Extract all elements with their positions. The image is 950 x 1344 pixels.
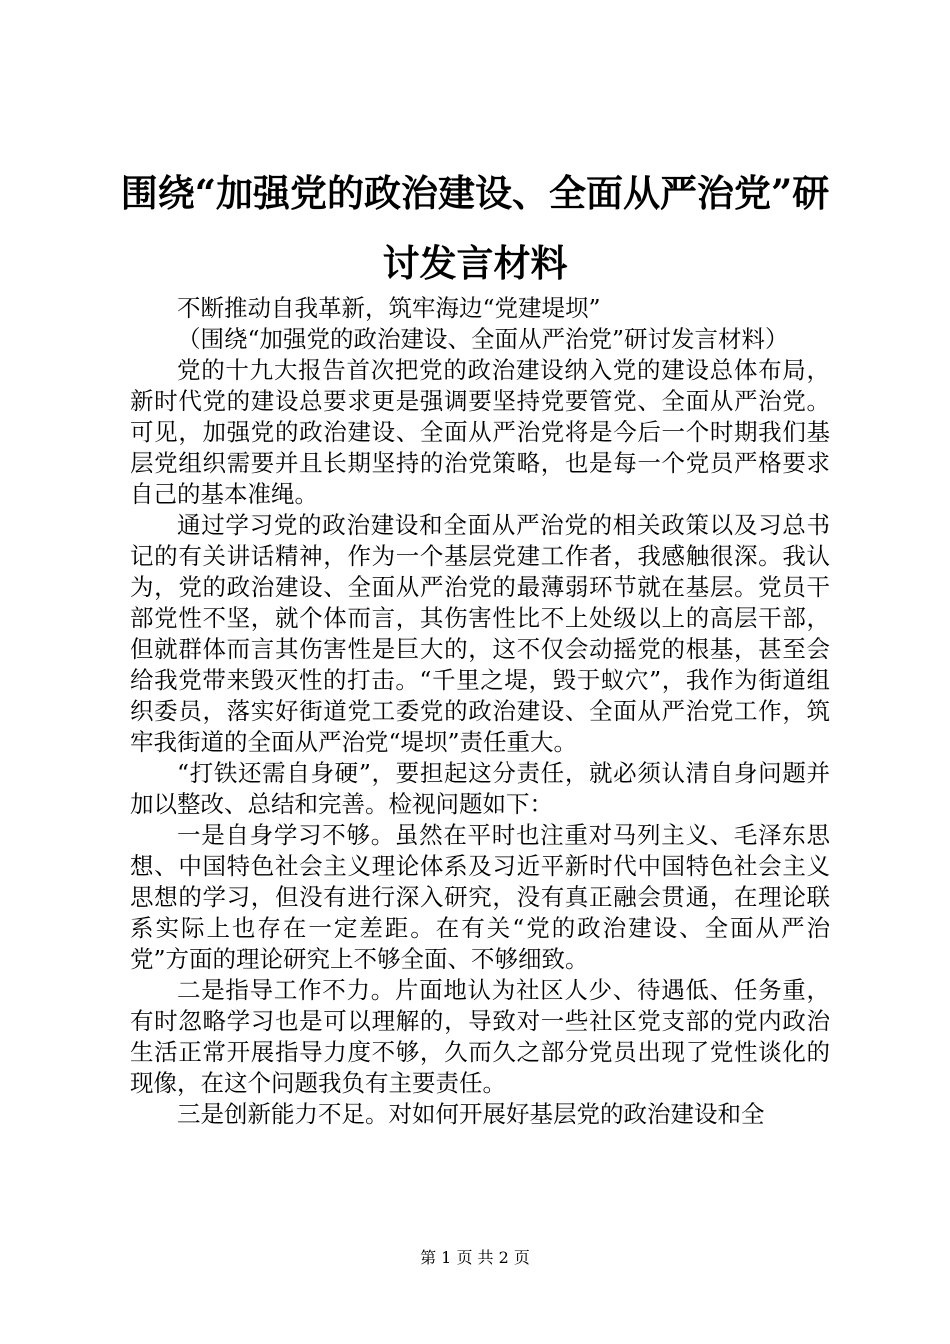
body-paragraph: 三是创新能力不足。对如何开展好基层党的政治建设和全 — [177, 1100, 765, 1128]
document-title — [110, 158, 840, 298]
body-paragraph: 通过学习党的政治建设和全面从严治党的相关政策以及习总书记的有关讲话精神，作为一个基层党建工作者，我感触很深。我认为，党的政治建设、全面从严治党的最薄弱环节就在基层。党员干部党性不坚，就个体而言，其伤害性比不上处级以上的高层干部，但就群体而言其伤害性是巨大的，这不仅会动摇党的根基，甚至会给我党带来毁灭性的打击。“千里之堤，毁于蚁穴”，我作为街道组织委员，落实好街道党工委党的政治建设、全面从严治党工作，筑牢我街道的全面从严治党“堤坝”责任重大。 — [130, 511, 830, 756]
subtitle-note-paragraph: （围绕“加强党的政治建设、全面从严治党”研讨发言材料） — [177, 325, 789, 353]
body-paragraph: 二是指导工作不力。片面地认为社区人少、待遇低、任务重，有时忽略学习也是可以理解的，导致对一些社区党支部的党内政治生活正常开展指导力度不够，久而久之部分党员出现了党性谈化的现像，在这个问题我负有主要责任。 — [130, 976, 830, 1097]
title-line-2: 讨发言材料 — [382, 241, 568, 285]
body-paragraph: 一是自身学习不够。虽然在平时也注重对马列主义、毛泽东思想、中国特色社会主义理论体系及习近平新时代中国特色社会主义思想的学习，但没有进行深入研究，没有真正融会贯通，在理论联系实际上也存在一定差距。在有关“党的政治建设、全面从严治党”方面的理论研究上不够全面、不够细致。 — [130, 821, 830, 973]
title-line-1: 围绕“加强党的政治建设、全面从严治党”研 — [120, 171, 830, 215]
body-paragraph: “打铁还需自身硬”，要担起这分责任，就必须认清自身问题并加以整改、总结和完善。检视问题如下： — [130, 759, 830, 818]
body-paragraph: 党的十九大报告首次把党的政治建设纳入党的建设总体布局，新时代党的建设总要求更是强调要坚持党要管党、全面从严治党。可见，加强党的政治建设、全面从严治党将是今后一个时期我们基层党组织需要并且长期坚持的治党策略，也是每一个党员严格要求自己的基本准绳。 — [130, 356, 830, 508]
page-footer: 第 1 页 共 2 页 — [420, 1248, 530, 1267]
document-body — [130, 293, 830, 1130]
subtitle-paragraph: 不断推动自我革新，筑牢海边“党建堤坝” — [177, 294, 601, 322]
